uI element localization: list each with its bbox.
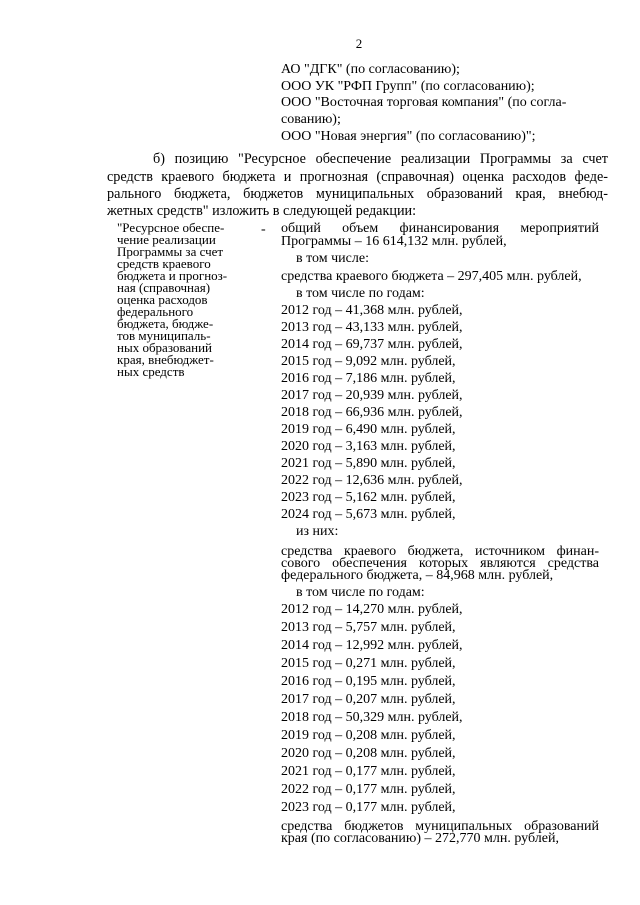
left-cell-line: края, внебюджет- xyxy=(117,352,214,367)
year-line: 2021 год – 5,890 млн. рублей, xyxy=(281,456,456,471)
org-line: сованию); xyxy=(281,112,341,127)
year-line: 2022 год – 0,177 млн. рублей, xyxy=(281,782,456,797)
year-line: 2017 год – 20,939 млн. рублей, xyxy=(281,388,463,403)
year-line: 2016 год – 0,195 млн. рублей, xyxy=(281,674,456,689)
year-line: 2014 год – 69,737 млн. рублей, xyxy=(281,337,463,352)
federal-source-line: федерального бюджета, – 84,968 млн. рублей, xyxy=(281,568,554,583)
year-line: 2015 год – 9,092 млн. рублей, xyxy=(281,354,456,369)
year-line: 2020 год – 3,163 млн. рублей, xyxy=(281,439,456,454)
cell-dash: - xyxy=(261,222,266,237)
year-line: 2018 год – 66,936 млн. рублей, xyxy=(281,405,463,420)
year-line: 2020 год – 0,208 млн. рублей, xyxy=(281,746,456,761)
year-line: 2014 год – 12,992 млн. рублей, xyxy=(281,638,463,653)
including-label: в том числе: xyxy=(296,251,369,266)
left-cell-line: бюджета и прогноз- xyxy=(117,268,228,283)
year-line: 2018 год – 50,329 млн. рублей, xyxy=(281,710,463,725)
year-line: 2016 год – 7,186 млн. рублей, xyxy=(281,371,456,386)
of-them-label: из них: xyxy=(296,524,339,539)
year-line: 2012 год – 41,368 млн. рублей, xyxy=(281,303,463,318)
federal-source-line: сового обеспечения которых являются средства xyxy=(281,556,599,571)
year-line: 2012 год – 14,270 млн. рублей, xyxy=(281,602,463,617)
year-line: 2019 год – 6,490 млн. рублей, xyxy=(281,422,456,437)
total-word: объем xyxy=(342,221,379,236)
page-number: 2 xyxy=(355,36,363,51)
year-line: 2015 год – 0,271 млн. рублей, xyxy=(281,656,456,671)
year-line: 2023 год – 5,162 млн. рублей, xyxy=(281,490,456,505)
left-cell-line: чение реализации xyxy=(117,232,216,247)
left-cell-line: оценка расходов xyxy=(117,292,208,307)
left-cell-line: Программы за счет xyxy=(117,244,224,259)
left-cell-line: ных образований xyxy=(117,340,212,355)
paragraph-line: средств краевого бюджета и прогнозная (справочная) оценка расходов феде- xyxy=(107,169,608,185)
by-years-label: в том числе по годам: xyxy=(296,286,425,301)
municipal-line: края (по согласованию) – 272,770 млн. рублей, xyxy=(281,831,559,846)
paragraph-line: б) позицию "Ресурсное обеспечение реализации Программы за счет xyxy=(153,151,608,167)
left-cell-line: "Ресурсное обеспе- xyxy=(117,220,225,235)
year-line: 2013 год – 5,757 млн. рублей, xyxy=(281,620,456,635)
left-cell-line: ных средств xyxy=(117,364,185,379)
federal-source-line: средства краевого бюджета, источником финан- xyxy=(281,544,599,559)
left-cell-line: средств краевого xyxy=(117,256,211,271)
year-line: 2023 год – 0,177 млн. рублей, xyxy=(281,800,456,815)
org-line: АО "ДГК" (по согласованию); xyxy=(281,62,460,77)
paragraph-line: жетных средств" изложить в следующей редакции: xyxy=(107,203,417,219)
year-line: 2021 год – 0,177 млн. рублей, xyxy=(281,764,456,779)
total-line: Программы – 16 614,132 млн. рублей, xyxy=(281,234,507,249)
left-cell-line: бюджета, бюдже- xyxy=(117,316,214,331)
by-years-label: в том числе по годам: xyxy=(296,585,425,600)
left-cell-line: тов муниципаль- xyxy=(117,328,211,343)
paragraph-line: рального бюджета, бюджетов муниципальных образований края, внебюд- xyxy=(107,186,608,202)
total-word: мероприятий xyxy=(520,221,599,236)
total-word: финансирования xyxy=(399,221,500,236)
year-line: 2024 год – 5,673 млн. рублей, xyxy=(281,507,456,522)
org-line: ООО "Восточная торговая компания" (по согла- xyxy=(281,95,567,110)
year-line: 2013 год – 43,133 млн. рублей, xyxy=(281,320,463,335)
regional-budget-line: средства краевого бюджета – 297,405 млн. рублей, xyxy=(281,269,582,284)
org-line: ООО "Новая энергия" (по согласованию)"; xyxy=(281,129,536,144)
year-line: 2022 год – 12,636 млн. рублей, xyxy=(281,473,463,488)
left-cell-line: федерального xyxy=(117,304,194,319)
total-word: общий xyxy=(281,221,321,236)
org-line: ООО УК "РФП Групп" (по согласованию); xyxy=(281,79,535,94)
year-line: 2017 год – 0,207 млн. рублей, xyxy=(281,692,456,707)
left-cell-line: ная (справочная) xyxy=(117,280,211,295)
municipal-line: средства бюджетов муниципальных образований xyxy=(281,819,599,834)
year-line: 2019 год – 0,208 млн. рублей, xyxy=(281,728,456,743)
